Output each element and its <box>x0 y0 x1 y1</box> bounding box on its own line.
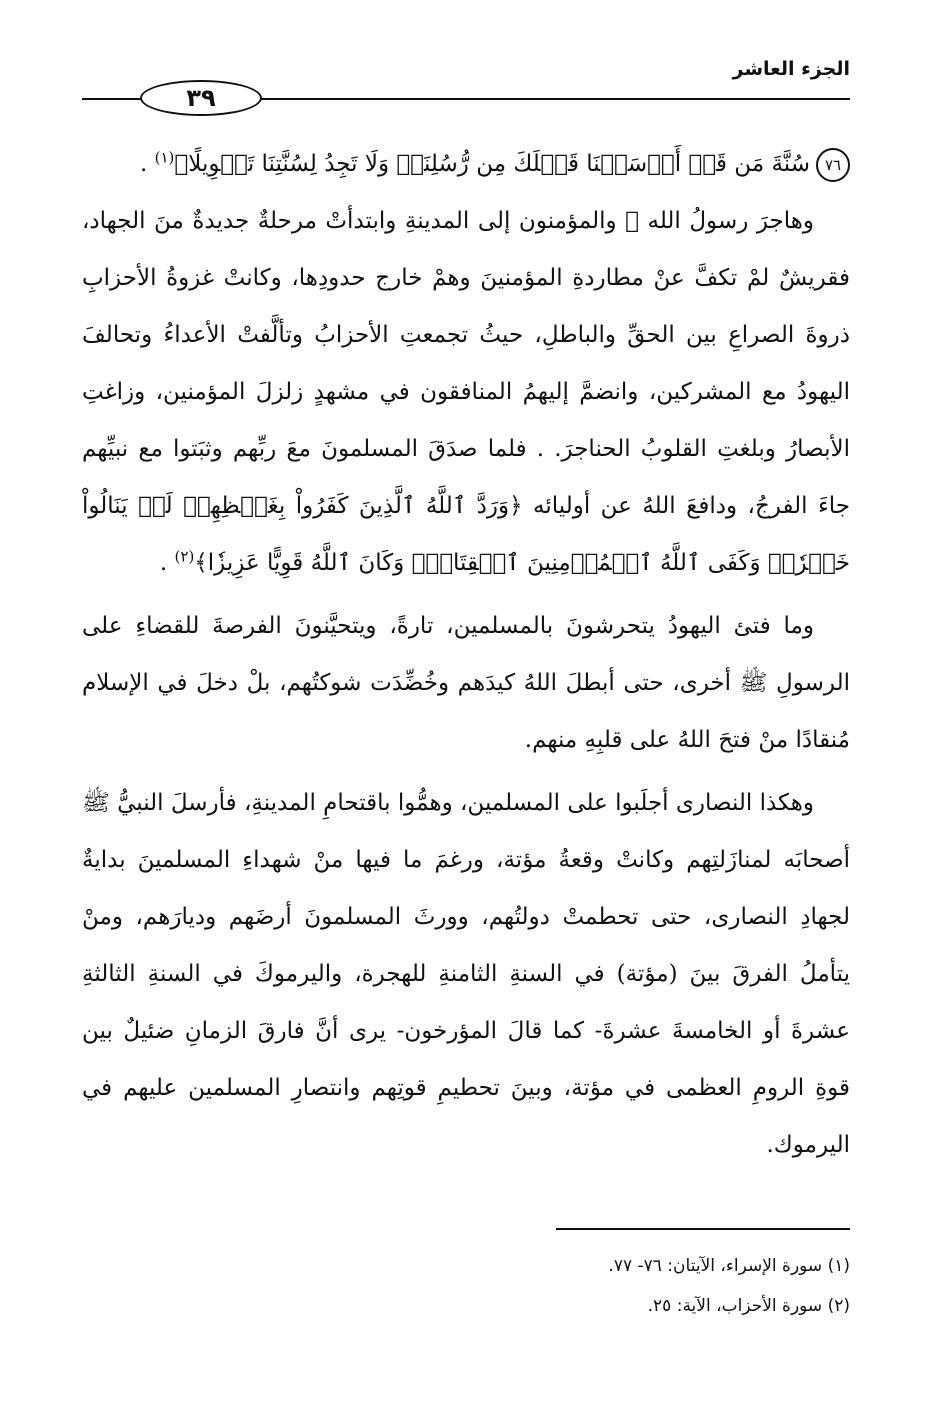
page-body <box>82 136 850 1180</box>
footnote-2: (٢) سورة الأحزاب، الآية: ٢٥. <box>647 1296 850 1316</box>
quran-quote-ahzab: ﴿وَرَدَّ ٱللَّهُ ٱلَّذِينَ كَفَرُواْ بِغَيۡظِهِمۡ لَمۡ يَنَالُواْ خَيۡرٗاۚ وَكَفَى ٱللَّهُ ٱلۡمُؤۡمِنِينَ ٱلۡقِتَالَۚ وَكَانَ ٱللَّهُ قَوِيًّا عَزِيزٗا﴾ <box>82 493 850 576</box>
paragraph-hijra-text: وهاجرَ رسولُ الله ﷺ والمؤمنون إلى المدينةِ وابتدأتْ مرحلةٌ جديدةٌ منَ الجهاد، فقريشٌ لمْ تكفَّ عنْ مطاردةِ المؤمنينَ وهمْ خارج حدودِها، وكانتْ غزوةُ الأحزابِ ذروةَ الصراعِ بين الحقِّ والباطلِ، حيثُ تجمعتِ الأحزابُ وتألَّفتْ الأعداءُ وتحالفَ اليهودُ مع المشركين، وانضمَّ إليهمُ المنافقون في مشهدٍ زلزلَ المؤمنين، وزاغتِ الأبصارُ وبلغتِ القلوبُ الحناجرَ. . فلما صدَقَ المسلمونَ معَ ربِّهم وثبَتوا مع نبيِّهم جاءَ الفرجُ، ودافعَ اللهُ عن أوليائه <box>82 208 851 519</box>
verse-closing-bracket: ﴾ <box>174 151 189 177</box>
paragraph-hijra <box>82 193 850 592</box>
footnote-ref-2: (٢) <box>174 547 195 566</box>
page-header <box>82 52 850 132</box>
ayah-number-icon: ٧٦ <box>816 148 850 182</box>
verse-end: . <box>140 151 155 177</box>
footnote-ref-1: (١) <box>154 148 175 167</box>
footnotes <box>150 1246 850 1326</box>
footnote-separator <box>556 1228 850 1230</box>
page-number: ٣٩ <box>140 80 262 116</box>
paragraph-hijra-end: . <box>159 550 175 576</box>
running-title: الجزء العاشر <box>732 58 850 80</box>
footnote-1: (١) سورة الإسراء، الآيتان: ٧٦- ٧٧. <box>608 1256 850 1276</box>
paragraph-jews: وما فتئ اليهودُ يتحرشونَ بالمسلمين، تارةً، ويتحيَّنونَ الفرصةَ للقضاءِ على الرسولِ ﷺ أخرى، حتى أبطلَ اللهُ كيدَهم وخُضِّدَت شوكتُهم، بلْ دخلَ في الإسلام مُنقادًا منْ فتحَ اللهُ على قلبِهِ منهم. <box>82 613 850 753</box>
verse-text: سُنَّةَ مَن قَدۡ أَرۡسَلۡنَا قَبۡلَكَ مِن رُّسُلِنَاۖ وَلَا تَجِدُ لِسُنَّتِنَا تَحۡوِيلًا <box>188 151 810 177</box>
paragraph-christians: وهكذا النصارى أجلَبوا على المسلمين، وهمُّوا باقتحامِ المدينةِ، فأرسلَ النبيُّ ﷺ أصحابَه لمنازَلتِهم وكانتْ وقعةُ مؤتة، ورغمَ ما فيها منْ شهداءِ المسلمينَ بدايةٌ لجهادِ النصارى، حتى تحطمتْ دولتُهم، وورثَ المسلمونَ أرضَهم وديارَهم، ومنْ يتأملُ الفرقَ بينَ (مؤتة) في السنةِ الثامنةِ للهجرة، واليرموكَ في السنةِ الثالثةِ عشرةَ أو الخامسةَ عشرةَ- كما قالَ المؤرخون- يرى أنَّ فارقَ الزمانِ ضئيلٌ بين قوةِ الرومِ العظمى في مؤتة، وبينَ تحطيمِ قوتِهم وانتصارِ المسلمين عليهم في اليرموك. <box>82 790 850 1158</box>
verse-line <box>82 136 850 193</box>
